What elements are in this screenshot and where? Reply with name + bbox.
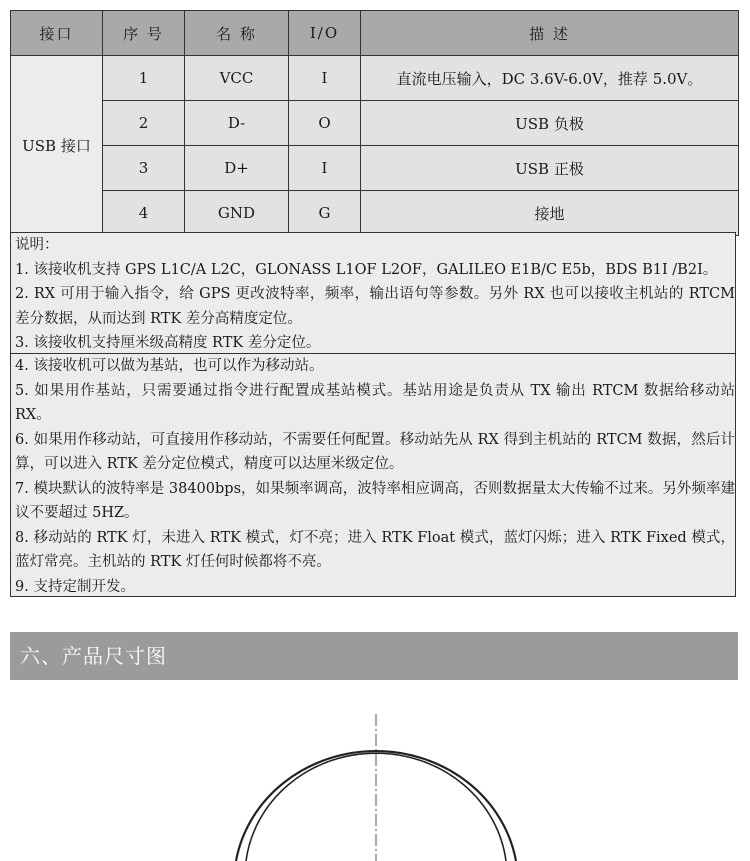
table-row [11, 146, 739, 191]
table-row [11, 191, 739, 236]
section-title: 六、产品尺寸图 [20, 644, 167, 668]
pin-description: USB 负极 [361, 101, 739, 146]
interface-group-label: USB 接口 [11, 56, 103, 236]
table-header-row [11, 11, 739, 56]
note-item: 3. 该接收机支持厘米级高精度 RTK 差分定位。 [15, 335, 321, 351]
dimension-drawing [0, 700, 750, 861]
pin-table [10, 10, 739, 236]
pin-io: G [289, 191, 361, 236]
pin-number: 2 [103, 101, 185, 146]
pin-name: VCC [185, 56, 289, 101]
note-item: 9. 支持定制开发。 [15, 578, 135, 595]
table-row [11, 56, 739, 101]
pin-io: I [289, 146, 361, 191]
notes-block-a [10, 232, 736, 355]
pin-number: 1 [103, 56, 185, 101]
pin-name: D+ [185, 146, 289, 191]
header-interface: 接口 [11, 11, 103, 56]
pin-io: I [289, 56, 361, 101]
pin-description: 接地 [361, 191, 739, 236]
notes-title: 说明： [15, 237, 59, 253]
pin-number: 3 [103, 146, 185, 191]
pin-io: O [289, 101, 361, 146]
note-item: 8. 移动站的 RTK 灯，未进入 RTK 模式，灯不亮；进入 RTK Float 模式，蓝灯闪烁；进入 RTK Fixed 模式，蓝灯常亮。主机站的 RTK 灯任何时候都将不亮。 [15, 529, 735, 570]
header-number: 序 号 [103, 11, 185, 56]
note-item: 2. RX 可用于输入指令，给 GPS 更改波特率，频率，输出语句等参数。另外 RX 也可以接收主机站的 RTCM 差分数据，从而达到 RTK 差分高精度定位。 [15, 286, 735, 327]
notes-block-b [10, 353, 736, 597]
pin-description: 直流电压输入，DC 3.6V-6.0V，推荐 5.0V。 [361, 56, 739, 101]
note-item: 7. 模块默认的波特率是 38400bps，如果频率调高，波特率相应调高，否则数据量太大传输不过来。另外频率建议不要超过 5HZ。 [15, 480, 735, 521]
pin-name: GND [185, 191, 289, 236]
note-item: 6. 如果用作移动站，可直接用作移动站，不需要任何配置。移动站先从 RX 得到主机站的 RTCM 数据，然后计算，可以进入 RTK 差分定位模式，精度可以达厘米级定位。 [15, 431, 735, 472]
header-io: I/O [289, 11, 361, 56]
note-item: 4. 该接收机可以做为基站，也可以作为移动站。 [15, 358, 324, 374]
pin-description: USB 正极 [361, 146, 739, 191]
section-title-bar [10, 632, 738, 680]
note-item: 1. 该接收机支持 GPS L1C/A L2C，GLONASS L1OF L2OF，GALILEO E1B/C E5b，BDS B1I /B2I。 [15, 261, 718, 278]
header-description: 描 述 [361, 11, 739, 56]
pin-name: D- [185, 101, 289, 146]
table-row [11, 101, 739, 146]
pin-number: 4 [103, 191, 185, 236]
note-item: 5. 如果用作基站，只需要通过指令进行配置成基站模式。基站用途是负责从 TX 输出 RTCM 数据给移动站 RX。 [15, 382, 735, 423]
header-name: 名 称 [185, 11, 289, 56]
